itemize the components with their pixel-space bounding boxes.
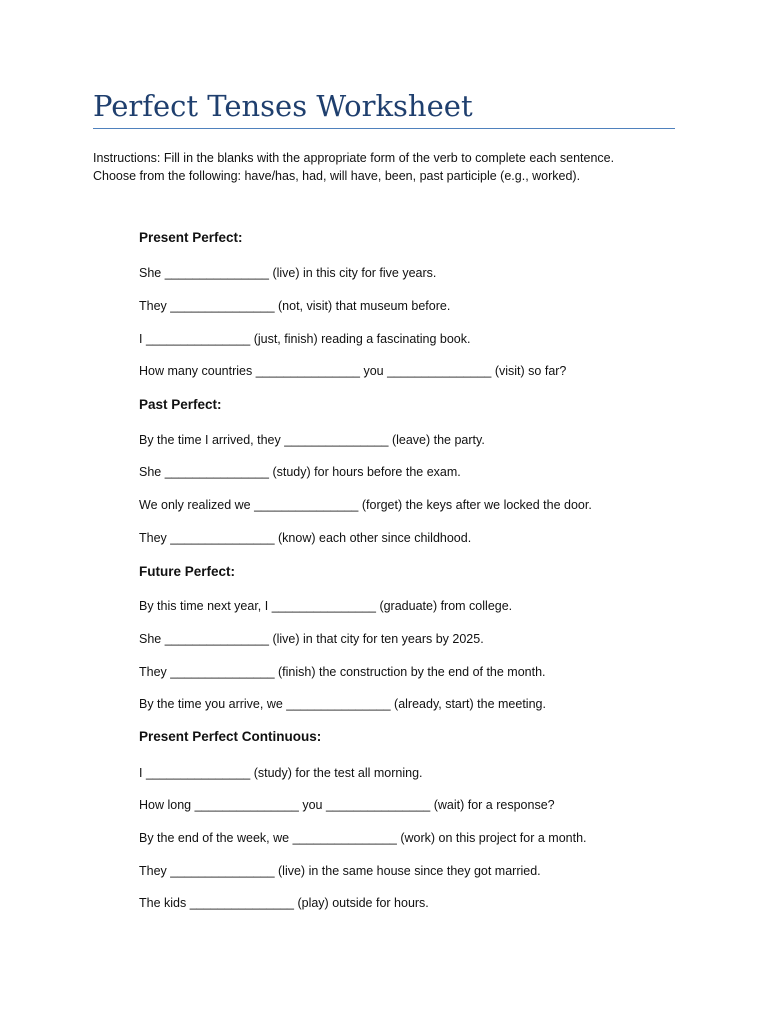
item-text: We only realized we _______________ (forget) the keys after we locked the door. [139, 498, 592, 512]
section-heading-text: Present Perfect: [139, 230, 243, 245]
section-heading-text: Future Perfect: [139, 564, 236, 579]
instructions-line-1: Instructions: Fill in the blanks with the appropriate form of the verb to complete each sentence. [93, 151, 615, 165]
title-underline [93, 128, 675, 129]
item-text: By this time next year, I _______________ (graduate) from college. [139, 599, 513, 613]
page-title: Perfect Tenses Worksheet [93, 89, 473, 123]
item-text: How many countries _______________ you _______________ (visit) so far? [139, 364, 567, 378]
item-text: They _______________ (know) each other since childhood. [139, 531, 472, 545]
section-heading-text: Present Perfect Continuous: [139, 729, 322, 744]
item-text: She _______________ (live) in that city for ten years by 2025. [139, 632, 484, 646]
item-text: They _______________ (live) in the same house since they got married. [139, 864, 541, 878]
item-text: They _______________ (not, visit) that museum before. [139, 299, 451, 313]
item-text: By the time I arrived, they _______________ (leave) the party. [139, 433, 485, 447]
item-text: She _______________ (live) in this city for five years. [139, 266, 437, 280]
item-text: By the time you arrive, we _______________ (already, start) the meeting. [139, 697, 546, 711]
item-text: I _______________ (just, finish) reading a fascinating book. [139, 332, 471, 346]
item-text: How long _______________ you _______________ (wait) for a response? [139, 798, 555, 812]
instructions-line-2: Choose from the following: have/has, had, will have, been, past participle (e.g., worked). [93, 169, 581, 183]
item-text: The kids _______________ (play) outside for hours. [139, 896, 429, 910]
item-text: By the end of the week, we _______________ (work) on this project for a month. [139, 831, 587, 845]
item-text: She _______________ (study) for hours before the exam. [139, 465, 461, 479]
item-text: They _______________ (finish) the construction by the end of the month. [139, 665, 546, 679]
instructions [93, 149, 683, 185]
item-text: I _______________ (study) for the test all morning. [139, 766, 423, 780]
section-heading-text: Past Perfect: [139, 397, 222, 412]
